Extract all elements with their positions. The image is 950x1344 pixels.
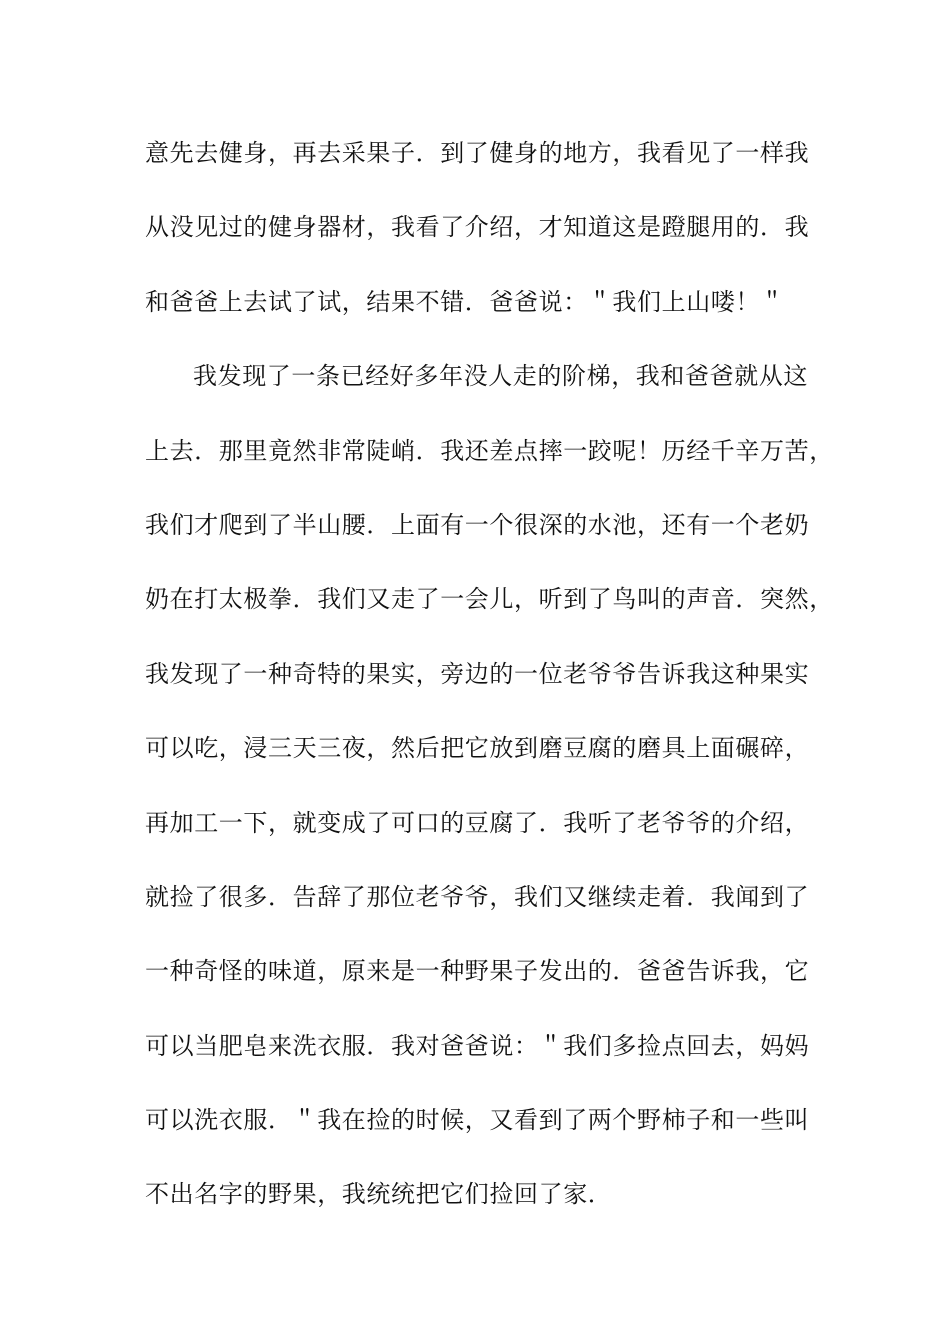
- text-line: 一种奇怪的味道，原来是一种野果子发出的．爸爸告诉我，它: [145, 957, 810, 986]
- body-text: [145, 131, 834, 1247]
- text-line: 可以吃，浸三天三夜，然后把它放到磨豆腐的磨具上面碾碎，: [145, 734, 810, 763]
- text-line: 我发现了一种奇特的果实，旁边的一位老爷爷告诉我这种果实: [145, 659, 810, 688]
- text-line: 意先去健身，再去采果子．到了健身的地方，我看见了一样我: [145, 139, 810, 167]
- text-line: 奶在打太极拳．我们又走了一会儿，听到了鸟叫的声音．突然，: [145, 585, 834, 614]
- text-line: 就捡了很多．告辞了那位老爷爷，我们又继续走着．我闻到了: [145, 882, 810, 911]
- text-line: 从没见过的健身器材，我看了介绍，才知道这是蹬腿用的．我: [145, 213, 810, 242]
- text-line: 不出名字的野果，我统统把它们捡回了家．: [145, 1180, 613, 1209]
- paragraph-first-line: 我发现了一条已经好多年没人走的阶梯，我和爸爸就从这: [193, 362, 808, 391]
- text-line: 再加工一下，就变成了可口的豆腐了．我听了老爷爷的介绍，: [145, 808, 810, 837]
- text-line: 和爸爸上去试了试，结果不错．爸爸说：＂我们上山喽！＂: [145, 287, 785, 316]
- text-line: 可以当肥皂来洗衣服．我对爸爸说：＂我们多捡点回去，妈妈: [145, 1031, 810, 1060]
- text-line: 上去．那里竟然非常陡峭．我还差点摔一跤呢！历经千辛万苦，: [145, 436, 834, 465]
- text-line: 我们才爬到了半山腰．上面有一个很深的水池，还有一个老奶: [145, 510, 810, 539]
- text-line: 可以洗衣服．＂我在捡的时候，又看到了两个野柿子和一些叫: [145, 1106, 810, 1135]
